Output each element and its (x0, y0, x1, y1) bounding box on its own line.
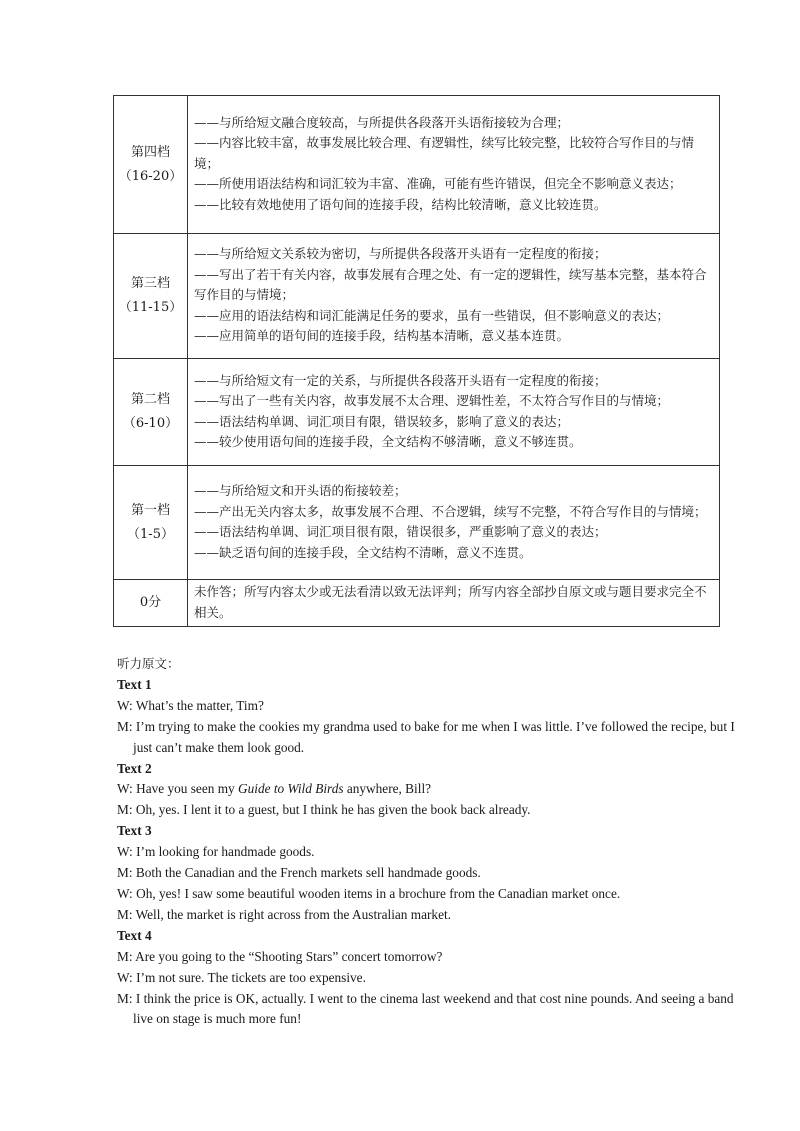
rubric-row-level-4 (114, 96, 720, 234)
level-name: 第三档 (130, 276, 170, 291)
criterion: ——与所给短文和开头语的衔接较差； (194, 483, 407, 498)
listening-heading: 听力原文： (117, 656, 180, 671)
criterion: ——与所给短文有一定的关系，与所提供各段落开头语有一定程度的衔接； (194, 372, 607, 388)
speaker-tag: W: (117, 697, 133, 713)
criterion: ——语法结构单调、词汇项目很有限，错误很多，严重影响了意义的表达； (194, 524, 607, 539)
speaker-tag: M: (117, 906, 133, 922)
dialogue-line (117, 884, 737, 905)
utterance-text: What’s the matter, Tim? (135, 697, 264, 713)
dialogue-line (117, 968, 737, 989)
speaker-tag: W: (117, 969, 133, 985)
criterion: ——与所给短文关系较为密切，与所提供各段落开头语有一定程度的衔接； (194, 246, 607, 262)
utterance-text: I’m looking for handmade goods. (136, 844, 315, 860)
criterion: 未作答；所写内容太少或无法看清以致无法评判；所写内容全部抄自原文或与题目要求完全不相关。 (194, 584, 707, 620)
criterion: ——语法结构单调、词汇项目有限，错误较多，影响了意义的表达； (194, 413, 570, 429)
utterance-text: Oh, yes! I saw some beautiful wooden items in a brochure from the Canadian market once. (136, 885, 621, 901)
rubric-row-level-0 (114, 580, 720, 627)
level-range: （1-5） (127, 526, 174, 542)
utterance-text: Both the Canadian and the French markets sell handmade goods. (135, 865, 481, 881)
criteria-cell (188, 580, 720, 627)
criterion: ——写出了一些有关内容，故事发展不太合理、逻辑性差，不太符合写作目的与情境； (194, 393, 670, 408)
criterion: ——比较有效地使用了语句间的连接手段，结构比较清晰，意义比较连贯。 (194, 196, 607, 212)
utterance-text: I’m trying to make the cookies my grandma used to bake for me when I was little. I’ve followed the recipe, but I just can’t make them look good. (133, 718, 735, 755)
speaker-tag: M: (117, 718, 133, 734)
criterion: ——写出了若干有关内容，故事发展有合理之处、有一定的逻辑性，续写基本完整，基本符合写作目的与情境； (194, 266, 707, 303)
text-label: Text 2 (117, 760, 152, 776)
listening-transcript (117, 654, 737, 1030)
rubric-row-level-3 (114, 234, 720, 359)
level-range: （16-20） (118, 168, 183, 184)
dialogue-line (117, 800, 737, 821)
criterion: ——内容比较丰富，故事发展比较合理、有逻辑性，续写比较完整，比较符合写作目的与情境； (194, 135, 695, 171)
criteria-cell (188, 96, 720, 234)
criterion: ——与所给短文融合度较高，与所提供各段落开头语衔接较为合理； (194, 114, 570, 130)
transcript-body (117, 675, 737, 1030)
utterance-text: Have you seen my (136, 781, 239, 797)
level-cell (114, 580, 188, 627)
rubric-row-level-1 (114, 466, 720, 580)
scoring-rubric-table (113, 95, 720, 627)
level-range: （11-15） (118, 300, 183, 315)
book-title: Guide to Wild Birds (238, 781, 344, 797)
speaker-tag: M: (117, 948, 133, 964)
dialogue-line (117, 779, 737, 800)
speaker-tag: M: (117, 802, 133, 818)
dialogue-line (117, 863, 737, 884)
utterance-text: Are you going to the “Shooting Stars” concert tomorrow? (135, 948, 443, 964)
speaker-tag: M: (117, 865, 133, 881)
criteria-cell (188, 234, 720, 359)
dialogue-line (117, 842, 737, 863)
level-name: 第四档 (130, 144, 170, 160)
dialogue-line (117, 989, 737, 1031)
utterance-text: Well, the market is right across from the Australian market. (135, 906, 452, 922)
level-name: 第一档 (130, 502, 170, 518)
dialogue-line (117, 905, 737, 926)
text-label: Text 4 (117, 927, 152, 943)
level-cell (114, 96, 188, 234)
text-label: Text 3 (117, 823, 152, 839)
level-name: 0分 (139, 595, 162, 610)
dialogue-line (117, 696, 737, 717)
speaker-tag: W: (117, 781, 133, 797)
criteria-cell (188, 359, 720, 466)
criterion: ——应用的语法结构和词汇能满足任务的要求，虽有一些错误，但不影响意义的表达； (194, 307, 670, 323)
speaker-tag: W: (117, 844, 133, 860)
criterion: ——应用简单的语句间的连接手段，结构基本清晰，意义基本连贯。 (194, 328, 570, 344)
utterance-text: I think the price is OK, actually. I went to the cinema last weekend and that cost nine pounds. And seeing a band live on stage is much more fun! (133, 990, 734, 1027)
criterion: ——所使用语法结构和词汇较为丰富、准确，可能有些许错误，但完全不影响意义表达； (194, 176, 682, 192)
level-cell (114, 234, 188, 359)
level-cell (114, 359, 188, 466)
level-name: 第二档 (130, 392, 170, 407)
rubric-body (114, 96, 720, 627)
criterion: ——较少使用语句间的连接手段，全文结构不够清晰，意义不够连贯。 (194, 434, 582, 449)
level-cell (114, 466, 188, 580)
dialogue-line (117, 947, 737, 968)
text-label: Text 1 (117, 676, 152, 692)
rubric-row-level-2 (114, 359, 720, 466)
level-range: （6-10） (122, 416, 179, 431)
criterion: ——缺乏语句间的连接手段，全文结构不清晰，意义不连贯。 (194, 544, 532, 560)
speaker-tag: M: (117, 990, 133, 1006)
criteria-cell (188, 466, 720, 580)
dialogue-line (117, 717, 737, 759)
utterance-text: I’m not sure. The tickets are too expensive. (136, 969, 366, 985)
criterion: ——产出无关内容太多，故事发展不合理、不合逻辑，续写不完整，不符合写作目的与情境； (194, 503, 707, 519)
utterance-text: Oh, yes. I lent it to a guest, but I think he has given the book back already. (135, 802, 531, 818)
speaker-tag: W: (117, 885, 133, 901)
utterance-text: anywhere, Bill? (343, 781, 432, 797)
